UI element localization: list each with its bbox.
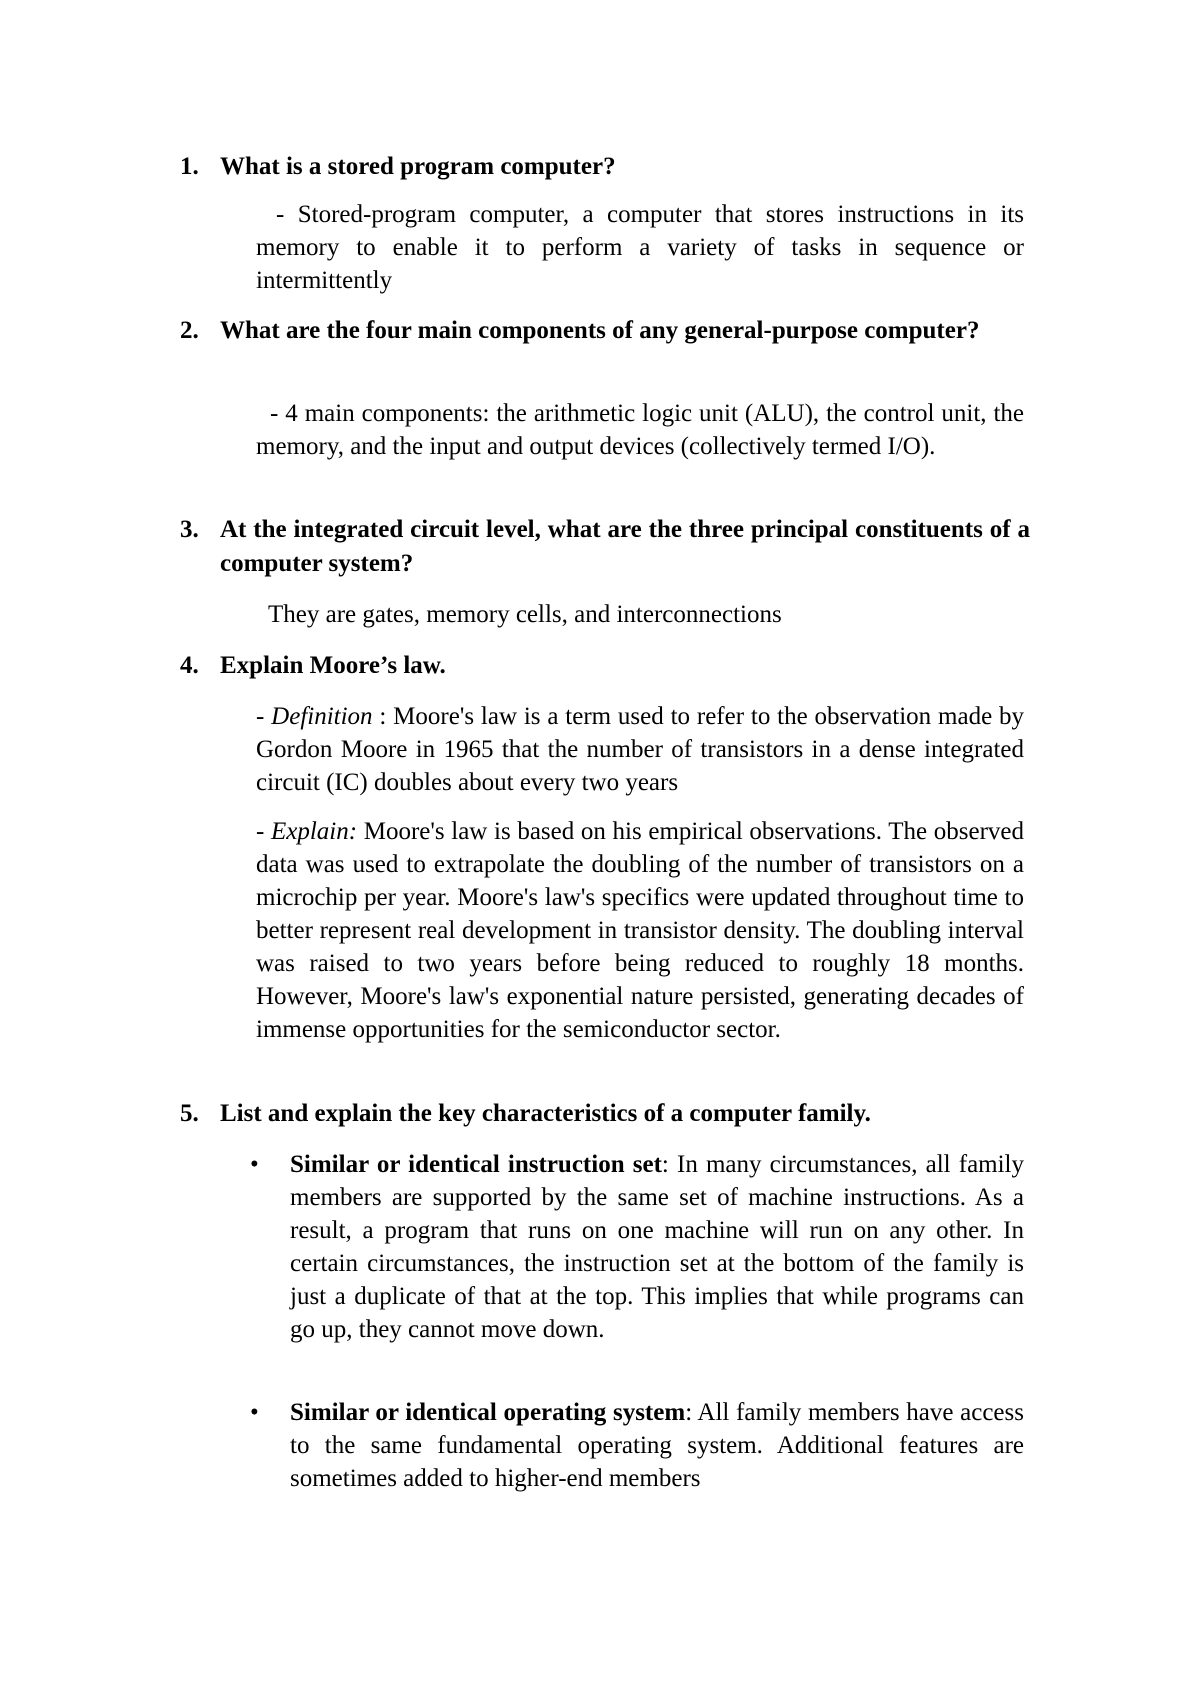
question-number: 2.	[180, 317, 199, 344]
question-text: At the integrated circuit level, what are the three principal constituents of a computer system?	[220, 516, 1030, 577]
explain-label: Explain:	[270, 818, 358, 845]
bullet-text: : In many circumstances, all family members are supported by the same set of machine instructions. As a result, a program that runs on one machine will run on any other. In certain circumstances, the instruction set at the bottom of the family is just a duplicate of that at the top. This implies that while programs can go up, they cannot move down.	[290, 1151, 1025, 1343]
bullet-content	[290, 1396, 1024, 1495]
question-3	[180, 513, 1030, 581]
bullet-item	[250, 1148, 1025, 1346]
bullet-text: : All family members have access to the same fundamental operating system. Additional features are sometimes added to higher-end members	[290, 1399, 1024, 1492]
explain-text: Moore's law is based on his empirical observations. The observed data was used to extrapolate the doubling of the number of transistors on a microchip per year. Moore's law's specifics were updated throughout time to better represent real development in transistor density. The doubling interval was raised to two years before being reduced to roughly 18 months. However, Moore's law's exponential nature persisted, generating decades of immense opportunities for the semiconductor sector.	[256, 818, 1024, 1043]
bullet-item	[250, 1396, 1024, 1495]
bullet-title: Similar or identical operating system	[290, 1399, 686, 1426]
bullet-icon: •	[250, 1399, 259, 1426]
definition-text: : Moore's law is a term used to refer to the observation made by Gordon Moore in 1965 that the number of transistors in a dense integrated circuit (IC) doubles about every two years	[256, 703, 1025, 796]
definition-prefix: -	[256, 703, 272, 730]
question-number: 5.	[180, 1100, 199, 1127]
question-text: Explain Moore’s law.	[220, 652, 446, 679]
question-text: List and explain the key characteristics of a computer family.	[220, 1100, 871, 1127]
question-5	[180, 1097, 1030, 1131]
answer-3: They are gates, memory cells, and interconnections	[268, 601, 782, 628]
answer-1: - Stored-program computer, a computer that stores instructions in its memory to enable it to perform a variety of tasks in sequence or intermittently	[256, 201, 1024, 294]
answer-2: - 4 main components: the arithmetic logic unit (ALU), the control unit, the memory, and the input and output devices (collectively termed I/O).	[256, 400, 1024, 460]
question-1	[180, 150, 1030, 184]
question-2	[180, 314, 1030, 348]
answer-4-explain	[256, 815, 1024, 1046]
question-number: 3.	[180, 516, 199, 543]
bullet-content	[290, 1148, 1024, 1346]
bullet-icon: •	[250, 1151, 259, 1178]
definition-label: Definition	[271, 703, 373, 730]
question-number: 4.	[180, 652, 199, 679]
question-4	[180, 649, 1030, 683]
question-number: 1.	[180, 153, 199, 180]
bullet-title: Similar or identical instruction set	[290, 1151, 662, 1178]
answer-4-definition	[256, 700, 1024, 799]
explain-prefix: -	[256, 818, 271, 845]
question-text: What is a stored program computer?	[220, 153, 616, 180]
question-text: What are the four main components of any general-purpose computer?	[220, 317, 980, 344]
